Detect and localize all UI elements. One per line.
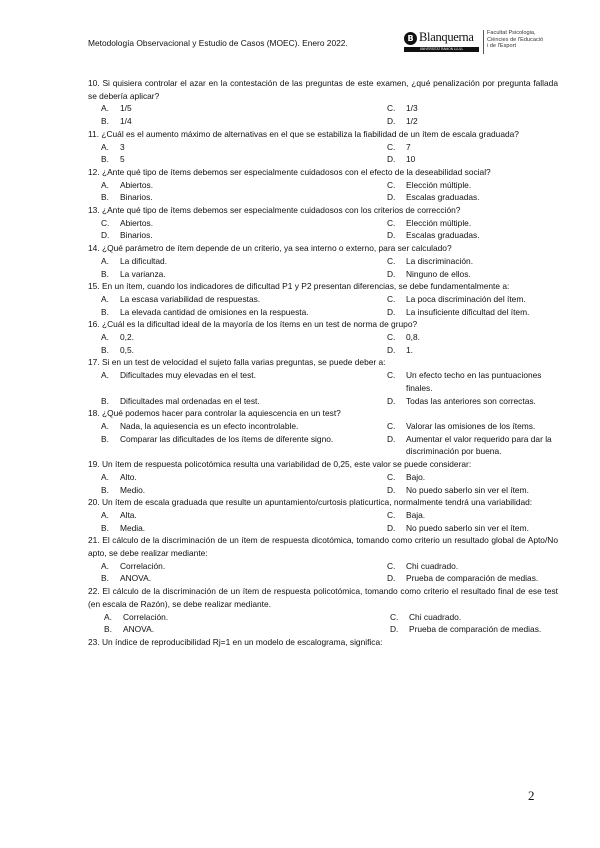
option-text: Prueba de comparación de medias. bbox=[409, 624, 542, 635]
answer-option bbox=[88, 369, 374, 394]
answer-option bbox=[88, 153, 374, 166]
blanquerna-logo bbox=[404, 30, 564, 60]
answer-options bbox=[88, 255, 558, 280]
question-block bbox=[88, 280, 558, 318]
answer-option bbox=[88, 141, 374, 154]
option-letter: A. bbox=[101, 420, 109, 431]
option-text: Comparar las dificultades de los ítems de diferente signo. bbox=[120, 433, 334, 444]
option-text: 7 bbox=[406, 141, 411, 152]
option-letter: B. bbox=[101, 268, 109, 279]
page-header bbox=[88, 30, 568, 60]
option-letter: C. bbox=[387, 141, 396, 152]
option-text: Todas las anteriores son correctas. bbox=[406, 395, 536, 406]
answer-options bbox=[88, 293, 558, 318]
option-letter: B. bbox=[101, 192, 109, 203]
answer-option bbox=[374, 141, 558, 154]
answer-option bbox=[374, 623, 558, 636]
question-text: 18. ¿Qué podemos hacer para controlar la aquiescencia en un test? bbox=[88, 408, 341, 419]
question-text: 15. En un ítem, cuando los indicadores de dificultad P1 y P2 presentan diferencias, se debe fundamentalmente a: bbox=[88, 281, 510, 292]
option-letter: C. bbox=[387, 332, 396, 343]
question-text: 10. Si quisiera controlar el azar en la contestación de las preguntas de este examen, ¿qué penalización por pregunta fallada se debería aplicar? bbox=[88, 78, 558, 101]
question-text: 14. ¿Qué parámetro de ítem depende de un criterio, ya sea interno o externo, para ser calculado? bbox=[88, 243, 452, 254]
answer-options bbox=[88, 420, 558, 458]
option-text: No puedo saberlo sin ver el ítem. bbox=[406, 484, 529, 495]
answer-option bbox=[88, 572, 374, 585]
answer-option bbox=[88, 509, 374, 522]
option-text: ANOVA. bbox=[123, 624, 155, 635]
option-text: 3 bbox=[120, 141, 125, 152]
question-block bbox=[88, 585, 558, 636]
option-text: Baja. bbox=[406, 509, 426, 520]
option-text: ANOVA. bbox=[120, 573, 152, 584]
option-text: 1/3 bbox=[406, 103, 418, 114]
answer-option bbox=[374, 217, 558, 230]
option-letter: B. bbox=[101, 306, 109, 317]
option-text: La varianza. bbox=[120, 268, 166, 279]
answer-options bbox=[88, 509, 558, 534]
option-text: 1/4 bbox=[120, 116, 132, 127]
option-text: Elección múltiple. bbox=[406, 179, 472, 190]
option-text: Binarios. bbox=[120, 230, 153, 241]
question-block bbox=[88, 77, 558, 128]
option-letter: D. bbox=[387, 116, 396, 127]
option-text: 0,8. bbox=[406, 332, 420, 343]
logo-divider bbox=[483, 30, 484, 54]
answer-option bbox=[374, 420, 558, 433]
answer-options bbox=[88, 560, 558, 585]
answer-option bbox=[88, 229, 374, 242]
question-text: 17. Si en un test de velocidad el sujeto falla varias preguntas, se puede deber a: bbox=[88, 357, 386, 368]
answer-option bbox=[374, 255, 558, 268]
question-text: 20. Un ítem de escala graduada que resulte un apuntamiento/curtosis platicurtica, normalmente tendrá una variabilidad: bbox=[88, 497, 533, 508]
answer-options bbox=[88, 102, 558, 127]
option-letter: D. bbox=[387, 433, 396, 444]
option-text: 0,2. bbox=[120, 332, 134, 343]
answer-option bbox=[374, 572, 558, 585]
option-letter: D. bbox=[390, 624, 399, 635]
option-letter: D. bbox=[387, 230, 396, 241]
answer-option bbox=[374, 331, 558, 344]
option-letter: C. bbox=[387, 293, 396, 304]
answer-option bbox=[88, 102, 374, 115]
option-text: Alta. bbox=[120, 509, 137, 520]
question-text: 19. Un ítem de respuesta policotómica resulta una variabilidad de 0,25, este valor se puede considerar: bbox=[88, 459, 472, 470]
answer-option bbox=[374, 369, 558, 394]
option-text: Binarios. bbox=[120, 192, 153, 203]
answer-option bbox=[374, 102, 558, 115]
question-block bbox=[88, 318, 558, 356]
answer-option bbox=[374, 229, 558, 242]
answer-option bbox=[88, 217, 374, 230]
answer-option bbox=[88, 306, 374, 319]
answer-options bbox=[88, 331, 558, 356]
header-title: Metodología Observacional y Estudio de Casos (MOEC). Enero 2022. bbox=[88, 38, 348, 48]
answer-option bbox=[88, 344, 374, 357]
option-text: Medio. bbox=[120, 484, 146, 495]
option-text: Correlación. bbox=[123, 611, 169, 622]
question-text: 21. El cálculo de la discriminación de un ítem de respuesta dicotómica, tomando como criterio un resultado global de Apto/No apto, se debe realizar mediante: bbox=[88, 535, 558, 559]
answer-option bbox=[88, 179, 374, 192]
option-letter: C. bbox=[387, 420, 396, 431]
answer-option bbox=[88, 522, 374, 535]
option-text: Chi cuadrado. bbox=[409, 611, 462, 622]
logo-faculty: Facultat Psicologia, Ciències de l'Educació i de l'Esport bbox=[487, 30, 544, 50]
answer-option bbox=[88, 611, 374, 624]
option-letter: D. bbox=[387, 573, 396, 584]
option-letter: C. bbox=[387, 179, 396, 190]
answer-option bbox=[374, 560, 558, 573]
answer-option bbox=[374, 509, 558, 522]
option-letter: C. bbox=[387, 509, 396, 520]
answer-options bbox=[88, 369, 558, 407]
option-letter: A. bbox=[104, 611, 112, 622]
answer-option bbox=[374, 395, 558, 408]
option-text: Elección múltiple. bbox=[406, 217, 472, 228]
option-letter: A. bbox=[101, 509, 109, 520]
answer-option bbox=[88, 255, 374, 268]
option-text: Nada, la aquiesencia es un efecto incontrolable. bbox=[120, 420, 299, 431]
answer-option bbox=[88, 484, 374, 497]
question-block bbox=[88, 407, 558, 458]
option-text: Prueba de comparación de medias. bbox=[406, 573, 539, 584]
option-letter: A. bbox=[101, 255, 109, 266]
question-block bbox=[88, 204, 558, 242]
option-letter: A. bbox=[101, 370, 109, 381]
option-letter: C. bbox=[387, 217, 396, 228]
option-letter: C. bbox=[387, 103, 396, 114]
answer-option bbox=[374, 293, 558, 306]
question-block bbox=[88, 242, 558, 280]
option-letter: A. bbox=[101, 293, 109, 304]
answer-option bbox=[88, 331, 374, 344]
option-text: 0,5. bbox=[120, 344, 134, 355]
question-text: 22. El cálculo de la discriminación de un ítem de respuesta policotómica, tomando como criterio el resultado final de ese test (en escala de Razón), se debe realizar mediante. bbox=[88, 586, 558, 609]
answer-option bbox=[88, 268, 374, 281]
question-text: 11. ¿Cuál es el aumento máximo de alternativas en el que se estabiliza la fiabilidad de un ítem de escala graduada? bbox=[88, 128, 519, 139]
option-letter: D. bbox=[387, 192, 396, 203]
option-text: La dificultad. bbox=[120, 255, 168, 266]
option-letter: A. bbox=[101, 141, 109, 152]
option-text: Valorar las omisiones de los ítems. bbox=[406, 420, 536, 431]
option-text: Abiertos. bbox=[120, 217, 154, 228]
exam-questions bbox=[88, 77, 558, 649]
option-letter: A. bbox=[101, 560, 109, 571]
option-text: Ninguno de ellos. bbox=[406, 268, 471, 279]
option-text: Escalas graduadas. bbox=[406, 192, 480, 203]
page-number: 2 bbox=[528, 788, 535, 803]
option-letter: B. bbox=[101, 433, 109, 444]
question-block bbox=[88, 458, 558, 496]
logo-subtitle: UNIVERSITAT RAMON LLULL bbox=[404, 47, 479, 52]
option-letter: C. bbox=[387, 471, 396, 482]
option-letter: D. bbox=[387, 522, 396, 533]
option-letter: A. bbox=[101, 332, 109, 343]
answer-option bbox=[374, 471, 558, 484]
option-letter: B. bbox=[101, 116, 109, 127]
answer-option bbox=[374, 268, 558, 281]
answer-option bbox=[88, 433, 374, 458]
option-text: Media. bbox=[120, 522, 146, 533]
option-letter: C. bbox=[101, 217, 110, 228]
option-text: 10 bbox=[406, 154, 416, 165]
option-text: La poca discriminación del ítem. bbox=[406, 293, 526, 304]
answer-option bbox=[88, 623, 374, 636]
answer-option bbox=[374, 115, 558, 128]
option-letter: D. bbox=[387, 154, 396, 165]
answer-option bbox=[374, 191, 558, 204]
logo-name: Blanquerna bbox=[419, 30, 474, 44]
option-letter: B. bbox=[101, 522, 109, 533]
question-text: 13. ¿Ante qué tipo de ítems debemos ser especialmente cuidadosos con los criterios de corrección? bbox=[88, 205, 461, 216]
option-letter: C. bbox=[387, 560, 396, 571]
option-letter: A. bbox=[101, 103, 109, 114]
question-block bbox=[88, 356, 558, 407]
answer-options bbox=[88, 179, 558, 204]
answer-option bbox=[374, 306, 558, 319]
answer-option bbox=[374, 344, 558, 357]
option-letter: B. bbox=[104, 624, 112, 635]
option-letter: B. bbox=[101, 154, 109, 165]
option-letter: D. bbox=[387, 344, 396, 355]
option-text: Chi cuadrado. bbox=[406, 560, 459, 571]
answer-option bbox=[88, 560, 374, 573]
option-letter: C. bbox=[387, 255, 396, 266]
option-letter: A. bbox=[101, 471, 109, 482]
question-text: 12. ¿Ante qué tipo de ítems debemos ser especialmente cuidadosos con el efecto de la deseabilidad social? bbox=[88, 166, 491, 177]
option-text: 5 bbox=[120, 154, 125, 165]
question-text: 16. ¿Cuál es la dificultad ideal de la mayoría de los ítems en un test de norma de grupo? bbox=[88, 319, 418, 330]
answer-option bbox=[374, 433, 558, 458]
logo-mark-icon: B bbox=[404, 32, 417, 45]
answer-option bbox=[374, 484, 558, 497]
option-text: La insuficiente dificultad del ítem. bbox=[406, 306, 530, 317]
answer-options bbox=[88, 471, 558, 496]
question-block bbox=[88, 128, 558, 166]
option-text: Dificultades mal ordenadas en el test. bbox=[120, 395, 260, 406]
option-letter: B. bbox=[101, 484, 109, 495]
question-text: 23. Un índice de reproducibilidad Rj=1 en un modelo de escalograma, significa: bbox=[88, 636, 383, 647]
option-text: Dificultades muy elevadas en el test. bbox=[120, 370, 256, 381]
option-letter: D. bbox=[387, 484, 396, 495]
answer-option bbox=[374, 179, 558, 192]
answer-option bbox=[88, 191, 374, 204]
answer-option bbox=[88, 293, 374, 306]
option-letter: B. bbox=[101, 395, 109, 406]
answer-option bbox=[88, 395, 374, 408]
option-letter: B. bbox=[101, 573, 109, 584]
option-letter: D. bbox=[101, 230, 110, 241]
answer-option bbox=[88, 115, 374, 128]
option-text: La discriminación. bbox=[406, 255, 474, 266]
option-text: La elevada cantidad de omisiones en la respuesta. bbox=[120, 306, 309, 317]
option-text: 1/2 bbox=[406, 116, 418, 127]
option-letter: D. bbox=[387, 395, 396, 406]
question-block bbox=[88, 166, 558, 204]
answer-option bbox=[374, 611, 558, 624]
option-letter: C. bbox=[387, 370, 396, 381]
answer-option bbox=[374, 522, 558, 535]
option-letter: C. bbox=[390, 611, 399, 622]
option-letter: B. bbox=[101, 344, 109, 355]
option-letter: D. bbox=[387, 268, 396, 279]
question-block bbox=[88, 636, 558, 649]
answer-option bbox=[374, 153, 558, 166]
question-block bbox=[88, 496, 558, 534]
option-text: Un efecto techo en las puntuaciones finales. bbox=[406, 370, 542, 393]
answer-options bbox=[88, 217, 558, 242]
option-text: Escalas graduadas. bbox=[406, 230, 480, 241]
question-block bbox=[88, 534, 558, 585]
answer-options bbox=[88, 141, 558, 166]
option-text: No puedo saberlo sin ver el ítem. bbox=[406, 522, 529, 533]
option-text: 1. bbox=[406, 344, 413, 355]
answer-option bbox=[88, 471, 374, 484]
option-text: Correlación. bbox=[120, 560, 166, 571]
option-text: Abiertos. bbox=[120, 179, 154, 190]
option-text: Bajo. bbox=[406, 471, 426, 482]
option-letter: A. bbox=[101, 179, 109, 190]
option-text: Aumentar el valor requerido para dar la discriminación por buena. bbox=[406, 433, 552, 457]
answer-option bbox=[88, 420, 374, 433]
option-text: 1/5 bbox=[120, 103, 132, 114]
option-text: La escasa variabilidad de respuestas. bbox=[120, 293, 261, 304]
option-letter: D. bbox=[387, 306, 396, 317]
answer-options bbox=[88, 611, 558, 636]
option-text: Alto. bbox=[120, 471, 137, 482]
